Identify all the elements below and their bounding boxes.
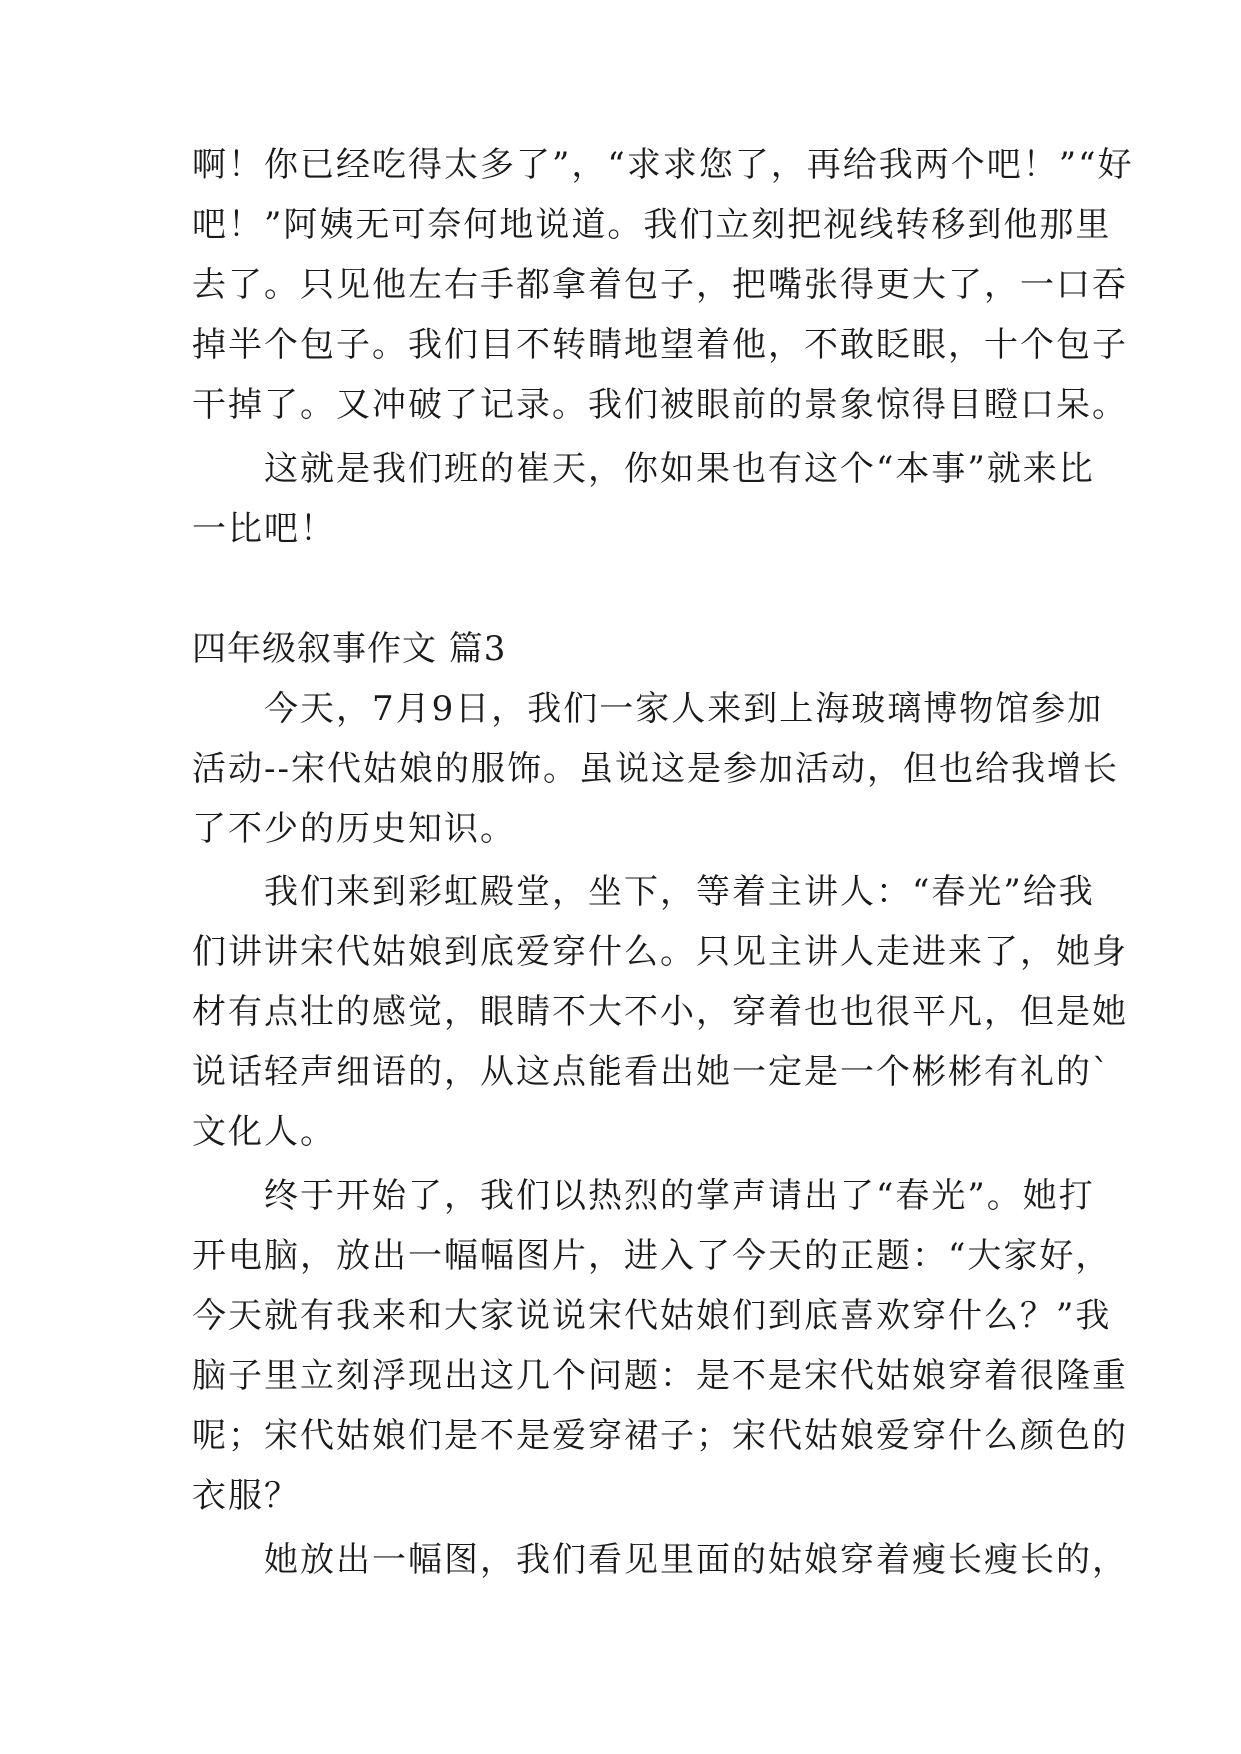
text-line: 吧！”阿姨无可奈何地说道。我们立刻把视线转移到他那里	[192, 205, 1112, 245]
text-line: 我们来到彩虹殿堂，坐下，等着主讲人：“春光”给我	[192, 872, 1095, 912]
text-line: 啊！你已经吃得太多了”，“求求您了，再给我两个吧！”“好	[192, 145, 1134, 185]
text-line: 活动--宋代姑娘的服饰。虽说这是参加活动，但也给我增长	[192, 749, 1119, 789]
text-line: 们讲讲宋代姑娘到底爱穿什么。只见主讲人走进来了，她身	[192, 932, 1128, 972]
text-line: 说话轻声细语的，从这点能看出她一定是一个彬彬有礼的`	[192, 1052, 1111, 1092]
text-line: 了不少的历史知识。	[192, 809, 516, 849]
text-line: 呢；宋代姑娘们是不是爱穿裙子；宋代姑娘爱穿什么颜色的	[192, 1416, 1128, 1456]
text-line: 这就是我们班的崔天，你如果也有这个“本事”就来比	[192, 449, 1095, 489]
text-line: 文化人。	[192, 1112, 336, 1152]
text-line: 今天就有我来和大家说说宋代姑娘们到底喜欢穿什么？”我	[192, 1296, 1112, 1336]
text-line: 一比吧！	[192, 509, 336, 549]
text-line: 衣服？	[192, 1476, 300, 1516]
text-line: 干掉了。又冲破了记录。我们被眼前的景象惊得目瞪口呆。	[192, 385, 1128, 425]
text-line: 她放出一幅图，我们看见里面的姑娘穿着瘦长瘦长的，	[192, 1540, 1128, 1580]
text-line: 开电脑，放出一幅幅图片，进入了今天的正题：“大家好，	[192, 1236, 1112, 1276]
text-line: 终于开始了，我们以热烈的掌声请出了“春光”。她打	[192, 1176, 1095, 1216]
section-heading: 四年级叙事作文 篇3	[192, 629, 507, 669]
text-line: 脑子里立刻浮现出这几个问题：是不是宋代姑娘穿着很隆重	[192, 1356, 1128, 1396]
text-line: 去了。只见他左右手都拿着包子，把嘴张得更大了，一口吞	[192, 265, 1128, 305]
text-line: 材有点壮的感觉，眼睛不大不小，穿着也也很平凡，但是她	[192, 992, 1128, 1032]
text-line: 今天，7月9日，我们一家人来到上海玻璃博物馆参加	[192, 689, 1104, 729]
text-line: 掉半个包子。我们目不转睛地望着他，不敢眨眼，十个包子	[192, 325, 1128, 365]
